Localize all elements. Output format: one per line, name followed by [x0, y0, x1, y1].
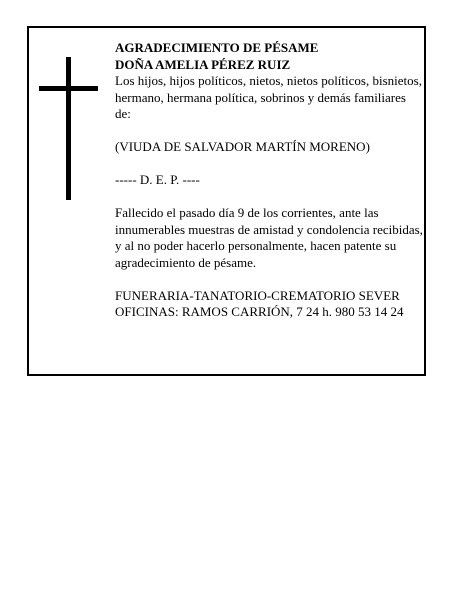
funeral-home-name: FUNERARIA-TANATORIO-CREMATORIO SEVER	[115, 287, 400, 303]
cross-vertical-bar	[66, 57, 71, 200]
cross-horizontal-bar	[39, 86, 98, 91]
gratitude-text: Fallecido el pasado día 9 de los corrientes, ante las innumerables muestras de amistad y condolencia recibidas, y al no poder hacerlo personalmente, hacen patente su agradecimiento de pésame.	[115, 205, 423, 270]
obituary-notice	[27, 26, 426, 376]
rip-line: ----- D. E. P. ----	[115, 172, 200, 187]
widow-line: (VIUDA DE SALVADOR MARTÍN MORENO)	[115, 139, 370, 154]
funeral-home-info	[115, 288, 423, 321]
notice-text-block	[115, 40, 423, 321]
notice-title: AGRADECIMIENTO DE PÉSAME	[115, 40, 319, 55]
funeral-home-offices: OFICINAS: RAMOS CARRIÓN, 7 24 h. 980 53 14 24	[115, 304, 404, 319]
family-list: Los hijos, hijos políticos, nietos, nietos políticos, bisnietos, hermano, hermana política, sobrinos y demás familiares de:	[115, 73, 422, 121]
deceased-name: DOÑA AMELIA PÉREZ RUIZ	[115, 56, 291, 72]
